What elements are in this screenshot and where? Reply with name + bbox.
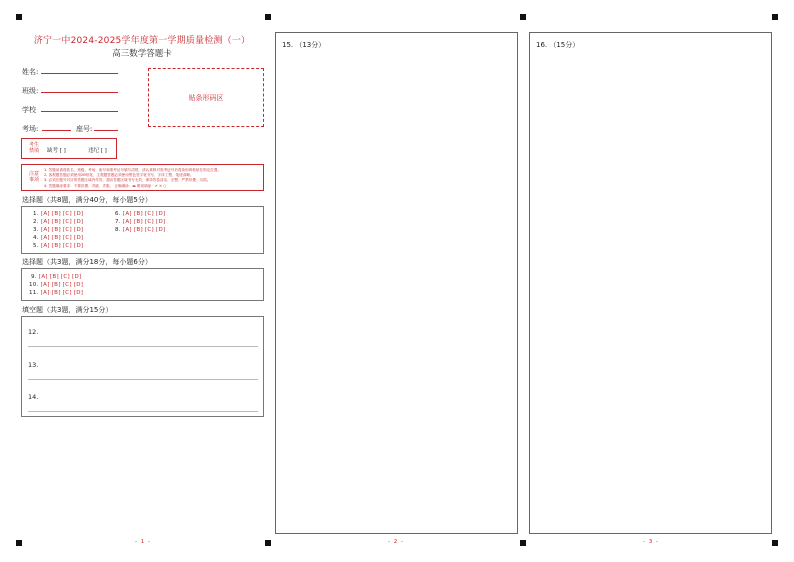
school-label: 学校 [22, 106, 36, 114]
answer-area-16[interactable] [529, 32, 772, 534]
choice-row-11[interactable]: 11. [A] [B] [C] [D] [29, 290, 84, 296]
barcode-label: 贴条形码区 [188, 93, 224, 102]
choice-row-10[interactable]: 10. [A] [B] [C] [D] [29, 282, 84, 288]
choice2-title: 选择题（共3题，满分18分，每小题6分） [22, 258, 152, 266]
note-line: 1. 答题前请将姓名、班级、考场、座号和准考证号填写清楚，请认真核对准考证号后将条形码粘贴在指定位置。 [44, 168, 222, 172]
fill-title: 填空题（共3题，满分15分） [22, 306, 113, 314]
registration-mark [16, 540, 22, 546]
note-line: 2. 客观题答题必须使用2B铅笔，主观题答题必须使用黑色签字笔书写，字体工整、笔迹清晰。 [44, 173, 194, 177]
registration-mark [520, 14, 526, 20]
fill-label-13: 13. [28, 361, 39, 369]
class-label: 班级: [22, 87, 39, 95]
question-15-label: 15. （13分） [282, 41, 326, 49]
notes-tag: 注意 事项 [28, 171, 39, 183]
registration-mark [265, 540, 271, 546]
seat-label: 座号: [76, 125, 93, 133]
fill-answer-line-12[interactable] [28, 346, 258, 347]
choice-row-6[interactable]: 6. [A] [B] [C] [D] [115, 211, 166, 217]
exam-room-label: 考场: [22, 125, 39, 133]
name-label: 姓名: [22, 68, 39, 76]
registration-mark [772, 14, 778, 20]
page-number-2: - 2 - [388, 539, 404, 545]
name-field[interactable] [41, 73, 118, 74]
fill-answer-line-13[interactable] [28, 379, 258, 380]
fill-answer-line-14[interactable] [28, 411, 258, 412]
class-field[interactable] [41, 92, 118, 93]
registration-mark [772, 540, 778, 546]
registration-mark [265, 14, 271, 20]
fill-label-14: 14. [28, 393, 39, 401]
seat-field[interactable] [94, 130, 118, 131]
registration-mark [16, 14, 22, 20]
page-title: 济宁一中2024-2025学年度第一学期质量检测（一） [33, 36, 251, 46]
choice-row-5[interactable]: 5. [A] [B] [C] [D] [33, 243, 84, 249]
examinee-tag: 考生 禁填 [28, 142, 39, 154]
choice-row-7[interactable]: 7. [A] [B] [C] [D] [115, 219, 166, 225]
answer-area-15[interactable] [275, 32, 518, 534]
choice-row-9[interactable]: 9. [A] [B] [C] [D] [31, 274, 82, 280]
exam-room-field[interactable] [42, 130, 71, 131]
choice-row-8[interactable]: 8. [A] [B] [C] [D] [115, 227, 166, 233]
page-number-3: - 3 - [643, 539, 659, 545]
fill-box [21, 316, 264, 417]
barcode-area [148, 68, 264, 127]
choice-row-3[interactable]: 3. [A] [B] [C] [D] [33, 227, 84, 233]
fill-label-12: 12. [28, 328, 39, 336]
violation-checkbox[interactable]: 违纪 [ ] [88, 148, 107, 154]
question-16-label: 16. （15分） [536, 41, 580, 49]
page-number-1: - 1 - [135, 539, 151, 545]
choice-row-4[interactable]: 4. [A] [B] [C] [D] [33, 235, 84, 241]
examinee-status-box [21, 138, 117, 159]
choice1-title: 选择题（共8题，满分40分，每小题5分） [22, 196, 152, 204]
registration-mark [520, 540, 526, 546]
choice-row-1[interactable]: 1. [A] [B] [C] [D] [33, 211, 84, 217]
choice-row-2[interactable]: 2. [A] [B] [C] [D] [33, 219, 84, 225]
note-line: 3. 必须在题号对应的答题区域内作答，超出答题区域书写无效，保持答卷清洁、完整，严禁折叠、污损。 [44, 178, 211, 182]
absent-checkbox[interactable]: 缺考 [ ] [47, 148, 66, 154]
note-line: 4. 答题填涂要求：不要折叠、弄破、弄脏。 正确填涂：▬ 错误填涂：✔ ✕ ○ [44, 184, 167, 188]
school-field[interactable] [41, 111, 118, 112]
page-subtitle: 高三数学答题卡 [112, 49, 172, 59]
